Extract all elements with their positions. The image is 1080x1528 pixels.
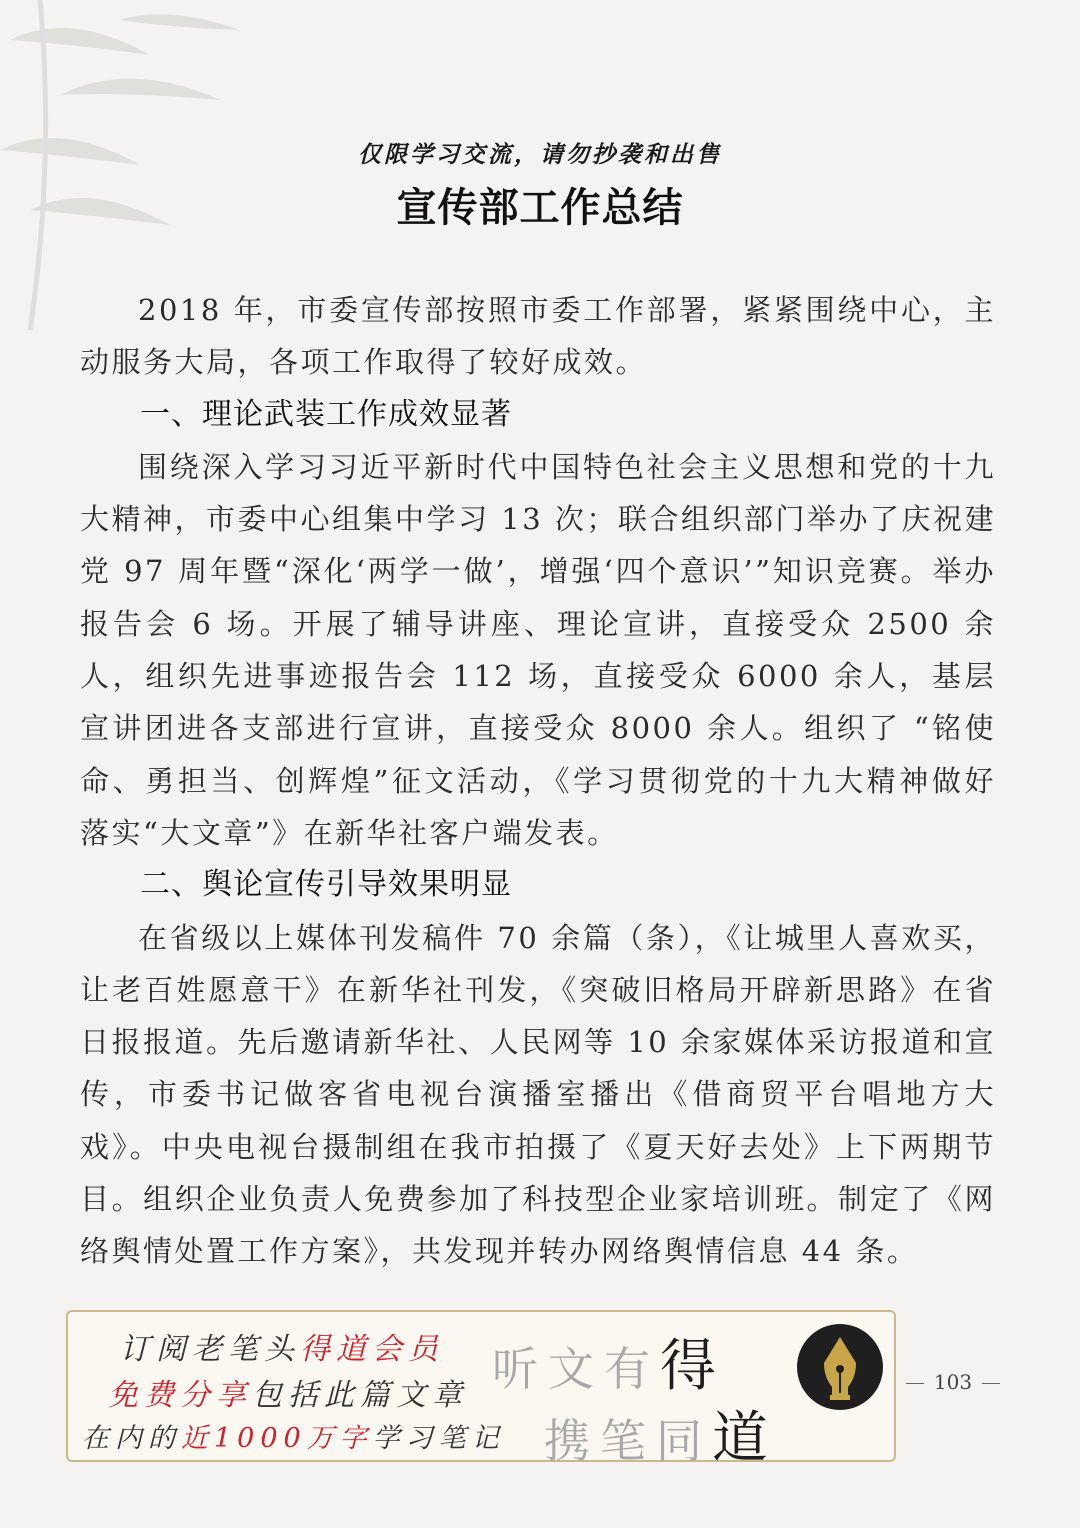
slogan-line-1: 听文有得: [492, 1334, 726, 1399]
banner-line-2: 免费分享包括此篇文章: [108, 1378, 468, 1413]
copyright-notice: 仅限学习交流，请勿抄袭和出售: [358, 141, 722, 168]
document-body: [80, 284, 996, 1278]
intro-paragraph: 2018 年，市委宣传部按照市委工作部署，紧紧围绕中心，主动服务大局，各项工作取得了较好成效。: [80, 293, 996, 380]
banner-line-3: 在内的近1000万字学习笔记: [82, 1423, 505, 1454]
slogan-line-2: 携笔同道: [544, 1406, 778, 1471]
subscription-banner[interactable]: [66, 1310, 896, 1471]
section-1-heading: 一、理论武装工作成效显著: [140, 396, 512, 432]
section-2-paragraph: 在省级以上媒体刊发稿件 70 余篇（条），《让城里人喜欢买，让老百姓愿意干》在新华社刊发，《突破旧格局开辟新思路》在省日报报道。先后邀请新华社、人民网等 10 余家媒体采访报道和宣传，市委书记做客省电视台演播室播出《借商贸平台唱地方大戏》。中央电视台摄制组在我市拍摄了《夏天好去处》上下两期节目。组织企业负责人免费参加了科技型企业家培训班。制定了《网络舆情处置工作方案》，共发现并转办网络舆情信息 44 条。: [80, 920, 996, 1269]
section-2-heading: 二、舆论宣传引导效果明显: [140, 867, 512, 903]
page-title: 宣传部工作总结: [396, 185, 684, 231]
fountain-pen-nib-icon: [796, 1323, 884, 1411]
membership-highlight: 得道会员: [300, 1332, 444, 1367]
word-count-highlight: 近1000万字: [181, 1423, 373, 1454]
banner-line-1: 订阅老笔头得道会员: [120, 1332, 444, 1367]
page-number: 103: [904, 1370, 1002, 1394]
free-share-highlight: 免费分享: [108, 1378, 252, 1413]
section-1-paragraph: 围绕深入学习习近平新时代中国特色社会主义思想和党的十九大精神，市委中心组集中学习 13 次；联合组织部门举办了庆祝建党 97 周年暨“深化‘两学一做’，增强‘四个意识’”知识竞赛。举办报告会 6 场。开展了辅导讲座、理论宣讲，直接受众 2500 余人，组织先进事迹报告会 112 场，直接受众 6000 余人，基层宣讲团进各支部进行宣讲，直接受众 8000 余人。组织了 “铭使命、勇担当、创辉煌”征文活动，《学习贯彻党的十九大精神做好落实“大文章”》在新华社客户端发表。: [80, 449, 996, 850]
